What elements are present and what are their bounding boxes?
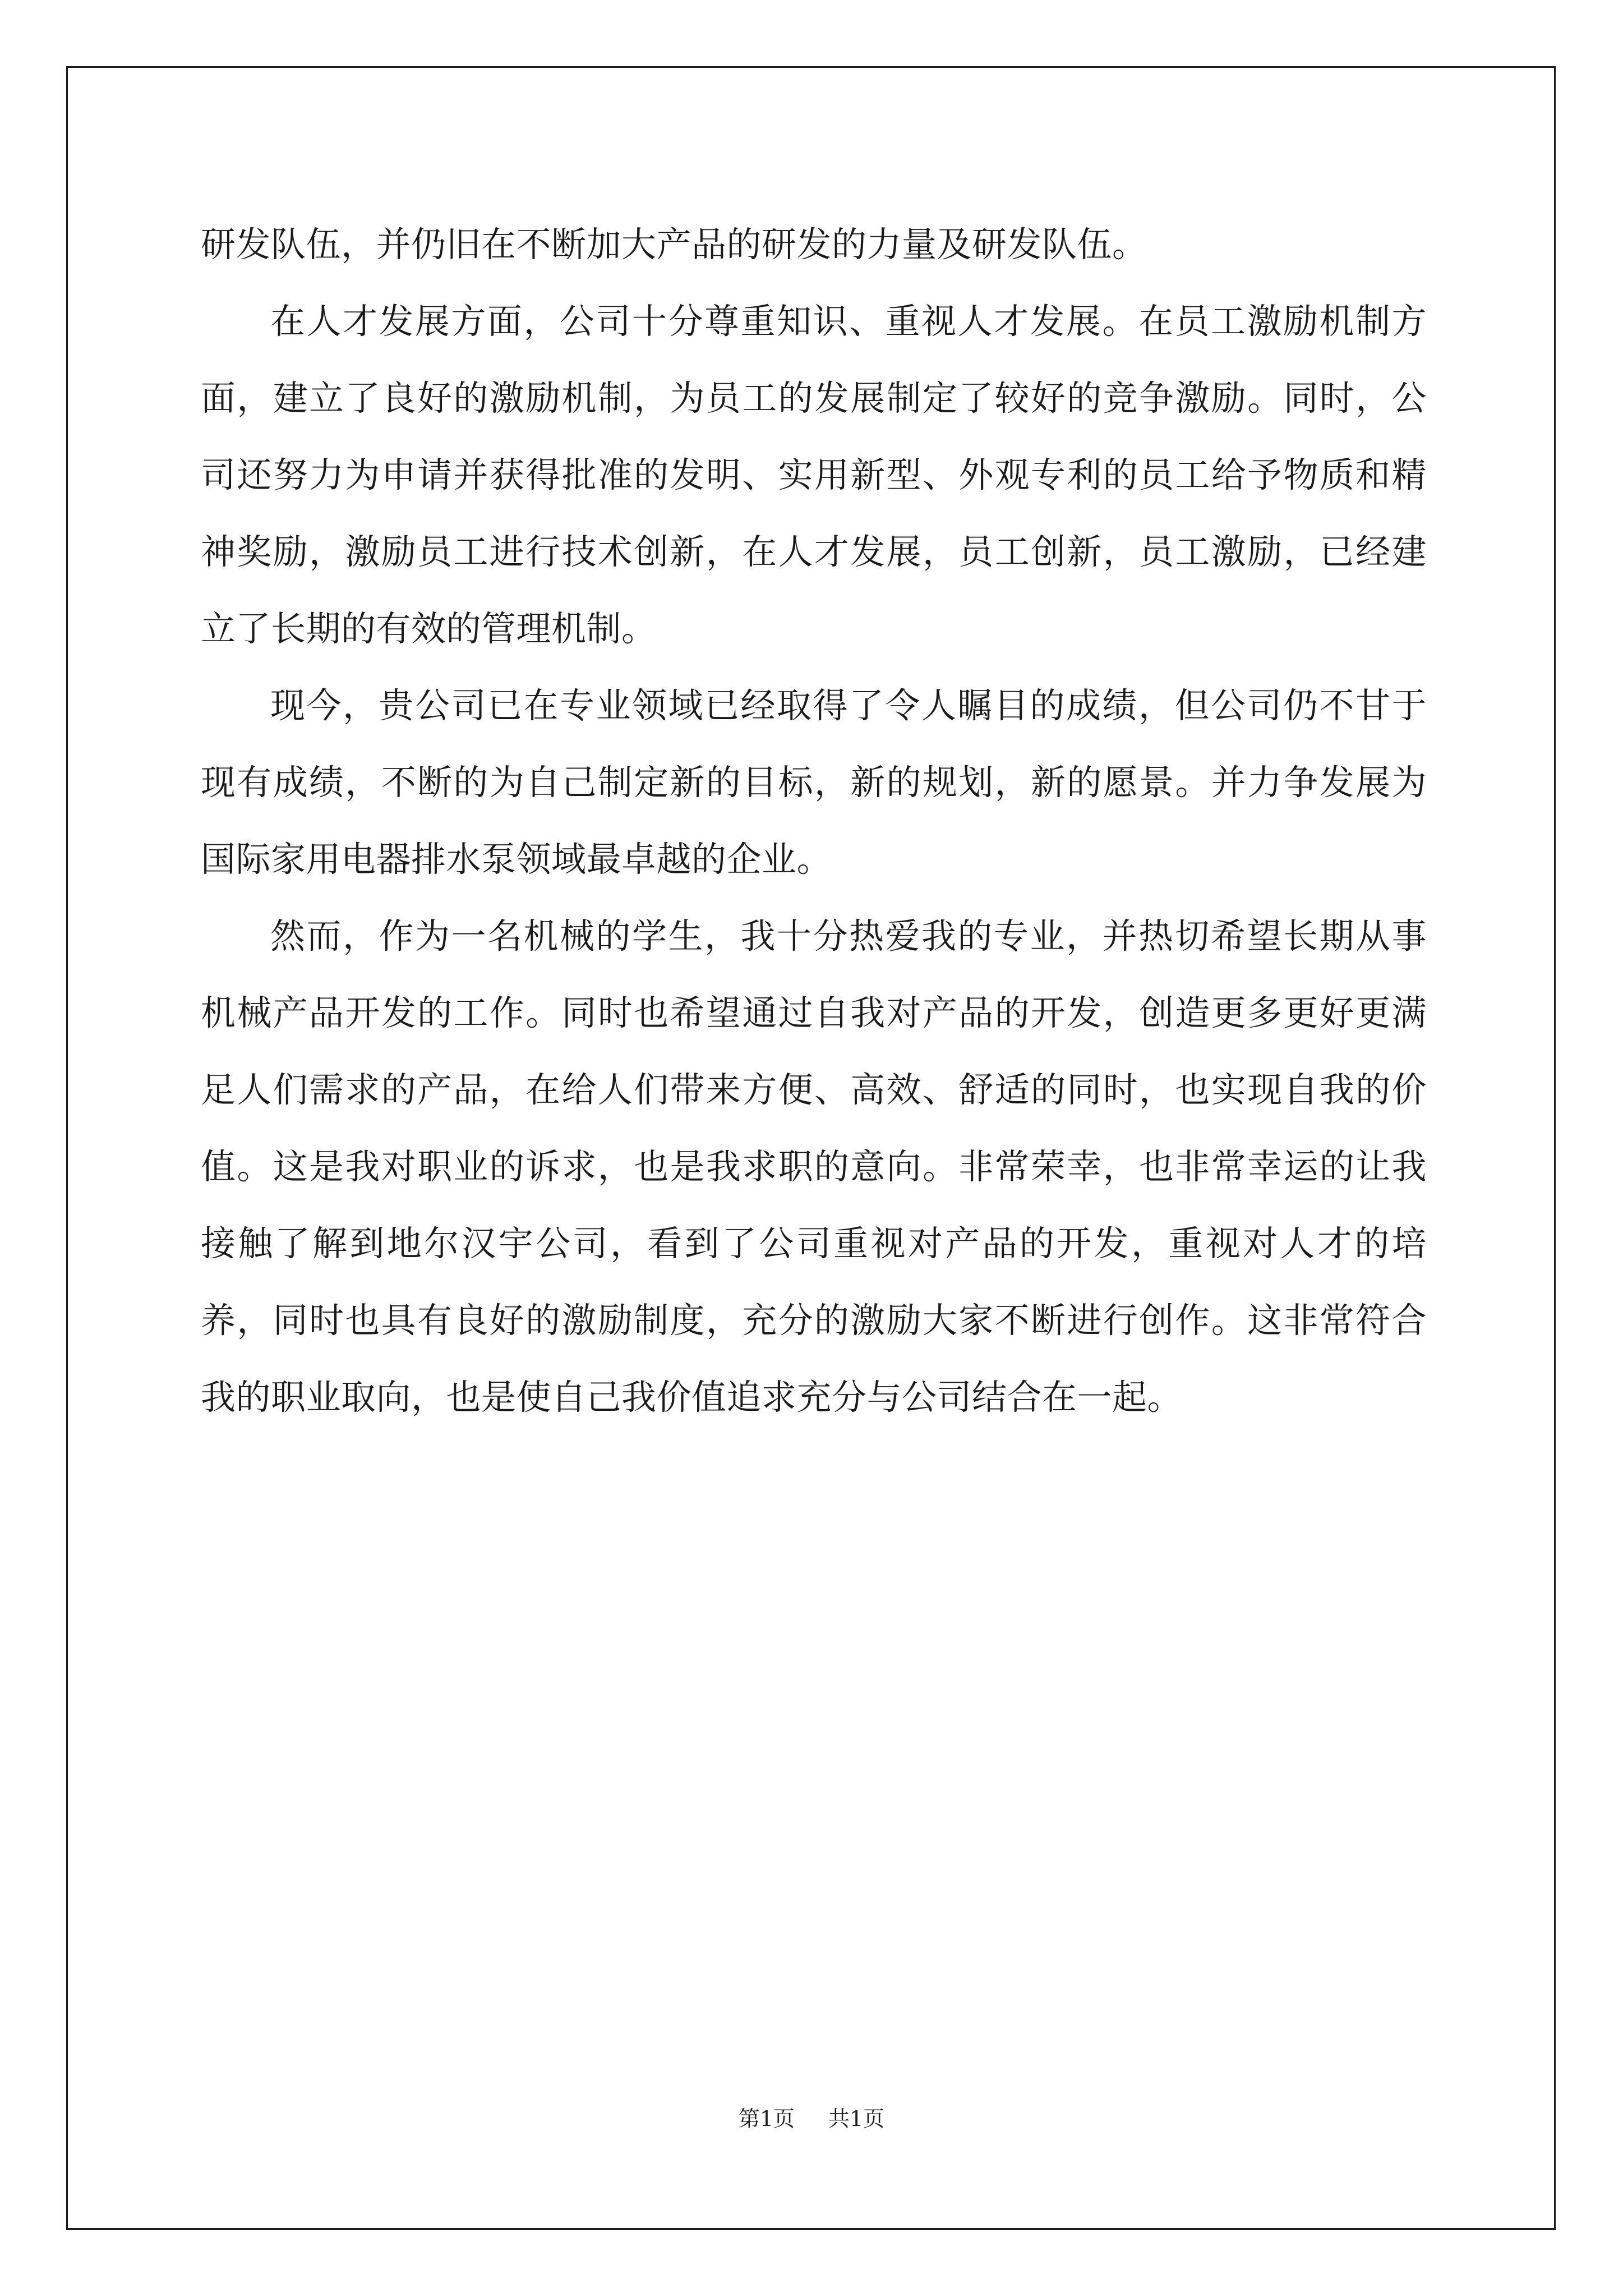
document-body	[201, 206, 1427, 1435]
page-total: 共1页	[828, 2106, 885, 2131]
page-footer	[0, 2105, 1623, 2133]
paragraph-1: 研发队伍，并仍旧在不断加大产品的研发的力量及研发队伍。	[201, 224, 1147, 265]
paragraph-2: 在人才发展方面，公司十分尊重知识、重视人才发展。在员工激励机制方面，建立了良好的激励机制，为员工的发展制定了较好的竞争激励。同时，公司还努力为申请并获得批准的发明、实用新型、外观专利的员工给予物质和精神奖励，激励员工进行技术创新，在人才发展，员工创新，员工激励，已经建立了长期的有效的管理机制。	[201, 301, 1427, 649]
paragraph-3: 现今，贵公司已在专业领域已经取得了令人瞩目的成绩，但公司仍不甘于现有成绩，不断的为自己制定新的目标，新的规划，新的愿景。并力争发展为国际家用电器排水泵领域最卓越的企业。	[201, 685, 1427, 880]
paragraph-4: 然而，作为一名机械的学生，我十分热爱我的专业，并热切希望长期从事机械产品开发的工作。同时也希望通过自我对产品的开发，创造更多更好更满足人们需求的产品，在给人们带来方便、高效、舒适的同时，也实现自我的价值。这是我对职业的诉求，也是我求职的意向。非常荣幸，也非常幸运的让我接触了解到地尔汉宇公司，看到了公司重视对产品的开发，重视对人才的培养，同时也具有良好的激励制度，充分的激励大家不断进行创作。这非常符合我的职业取向，也是使自己我价值追求充分与公司结合在一起。	[201, 915, 1427, 1418]
page-number: 第1页	[738, 2106, 795, 2131]
